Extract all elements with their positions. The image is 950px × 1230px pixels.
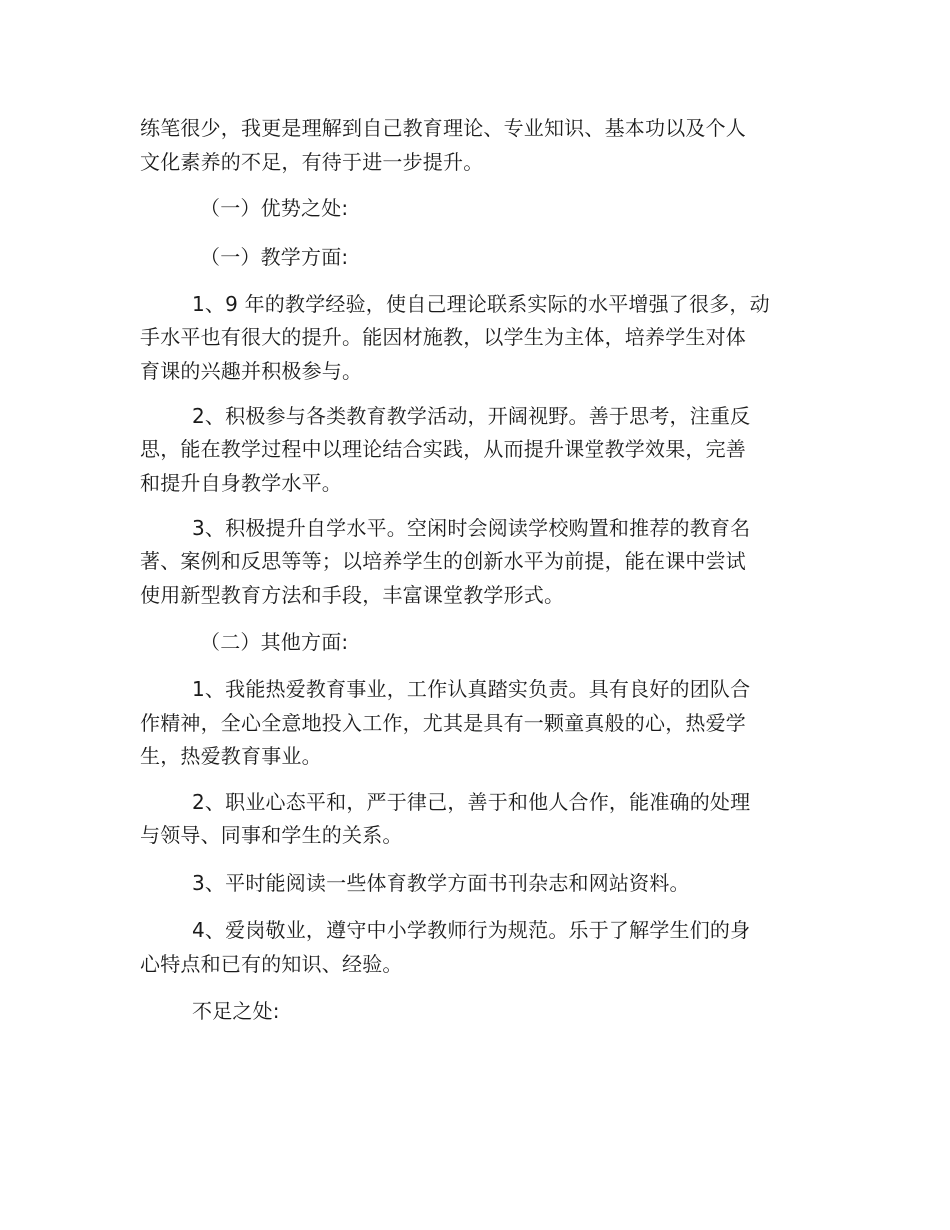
paragraph-line: 使用新型教育方法和手段，丰富课堂教学形式。 — [140, 583, 565, 607]
paragraph-line: 1、我能热爱教育事业，工作认真踏实负责。具有良好的团队合 — [192, 677, 751, 701]
paragraph-line: 3、积极提升自学水平。空闲时会阅读学校购置和推荐的教育名 — [192, 516, 751, 540]
paragraph-line: 思，能在教学过程中以理论结合实践，从而提升课堂教学效果，完善 — [140, 437, 746, 461]
paragraph-line: 和提升自身教学水平。 — [140, 471, 342, 495]
paragraph-line: 手水平也有很大的提升。能因材施教，以学生为主体，培养学生对体 — [140, 325, 746, 349]
paragraph-line: 2、职业心态平和，严于律己，善于和他人合作，能准确的处理 — [192, 790, 751, 814]
paragraph-line: 作精神，全心全意地投入工作，尤其是具有一颗童真般的心，热爱学 — [140, 711, 746, 735]
section-heading-teaching: （一）教学方面: — [200, 245, 349, 269]
paragraph-line: 育课的兴趣并积极参与。 — [140, 359, 363, 383]
paragraph-line: 4、爱岗敬业，遵守中小学教师行为规范。乐于了解学生们的身 — [192, 918, 751, 942]
body-text-line: 练笔很少，我更是理解到自己教育理论、专业知识、基本功以及个人 — [140, 116, 746, 140]
paragraph-line: 3、平时能阅读一些体育教学方面书刊杂志和网站资料。 — [192, 871, 690, 895]
paragraph-line: 与领导、同事和学生的关系。 — [140, 823, 403, 847]
body-text-line: 文化素养的不足，有待于进一步提升。 — [140, 150, 484, 174]
paragraph-line: 著、案例和反思等等；以培养学生的创新水平为前提，能在课中尝试 — [140, 549, 746, 573]
section-heading-advantages: （一）优势之处: — [200, 196, 349, 220]
paragraph-line: 1、9 年的教学经验，使自己理论联系实际的水平增强了很多，动 — [192, 292, 770, 316]
paragraph-line: 2、积极参与各类教育教学活动，开阔视野。善于思考，注重反 — [192, 404, 751, 428]
section-heading-shortcomings: 不足之处: — [192, 999, 280, 1023]
section-heading-other: （二）其他方面: — [200, 630, 349, 654]
paragraph-line: 生，热爱教育事业。 — [140, 744, 322, 768]
paragraph-line: 心特点和已有的知识、经验。 — [140, 952, 403, 976]
